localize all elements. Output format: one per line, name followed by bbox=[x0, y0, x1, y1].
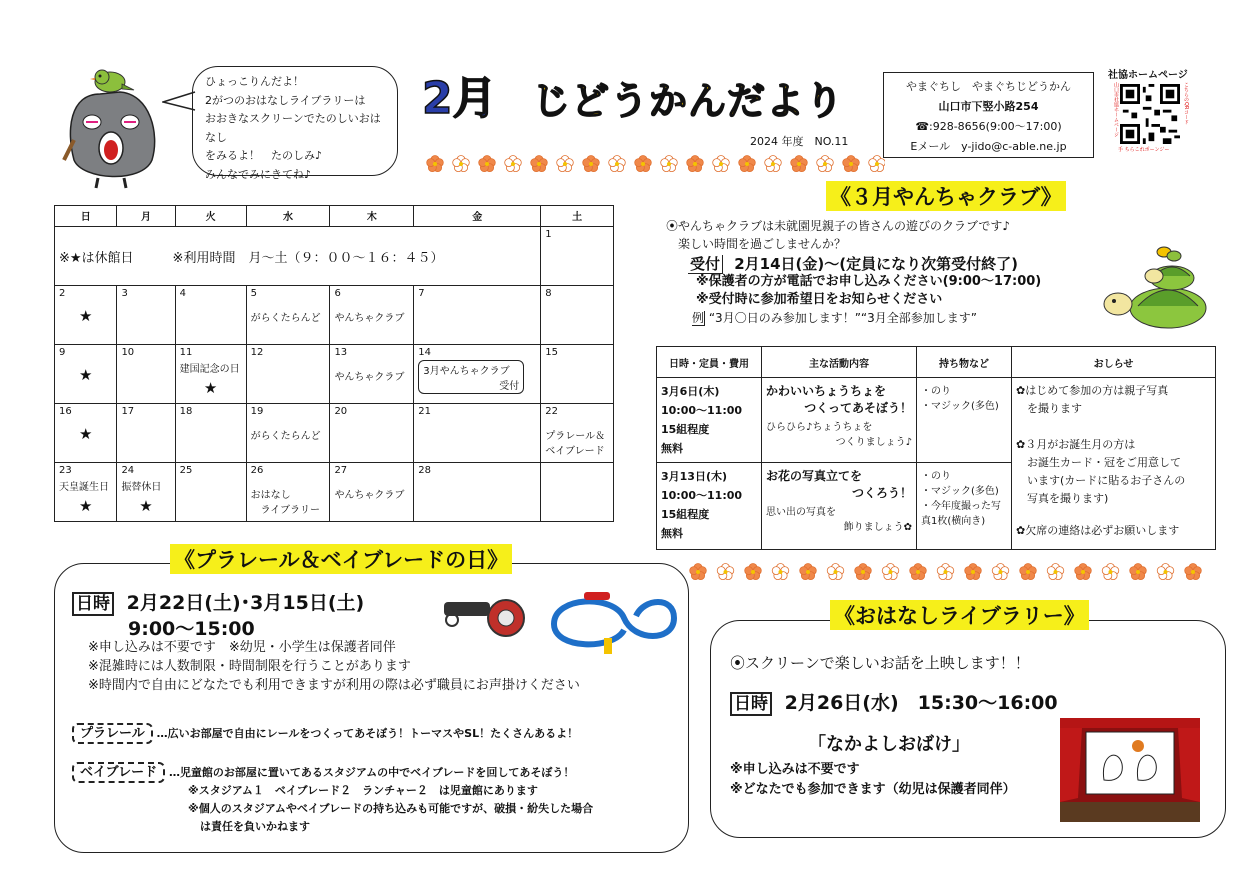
day-header: 金 bbox=[414, 206, 541, 227]
date-number: 25 bbox=[179, 465, 193, 476]
closed-star-icon: ★ bbox=[203, 379, 218, 397]
calendar-cell bbox=[414, 345, 541, 404]
column-header: 日時・定員・費用 bbox=[657, 347, 762, 378]
calendar-cell bbox=[246, 463, 330, 522]
calendar-cell bbox=[55, 286, 117, 345]
calendar-cell bbox=[117, 463, 175, 522]
yancha-note: ※受付時に参加希望日をお知らせください bbox=[696, 292, 943, 307]
yancha-intro-line: ⦿やんちゃクラブは未就園児親子の皆さんの遊びのクラブです♪ bbox=[666, 219, 1011, 233]
flower-icon bbox=[609, 156, 626, 172]
homepage-label: 社協ホームページ bbox=[1108, 70, 1188, 81]
activity-title: お花の写真立てを bbox=[766, 469, 863, 483]
date-number: 28 bbox=[418, 465, 431, 476]
library-notes bbox=[730, 760, 1016, 800]
session-date: 3月6日(木) bbox=[661, 385, 720, 398]
activity-title: かわいいちょうちょを bbox=[766, 384, 887, 398]
item: ・マジック(多色) bbox=[921, 486, 999, 497]
flower-icon bbox=[453, 156, 470, 172]
yancha-schedule-table bbox=[656, 346, 1216, 550]
bubble-line: 2がつのおはなしライブラリーは bbox=[205, 93, 366, 107]
calendar-notice bbox=[55, 227, 541, 286]
date-number: 4 bbox=[179, 288, 186, 299]
date-number: 18 bbox=[179, 406, 193, 417]
info-address: 山口市下竪小路254 bbox=[938, 100, 1039, 113]
flower-icon bbox=[690, 564, 707, 580]
event-label: 天皇誕生日 bbox=[59, 482, 109, 493]
calendar-cell bbox=[246, 345, 330, 404]
date-number: 9 bbox=[59, 347, 66, 358]
flower-icon bbox=[661, 156, 678, 172]
bubble-line: をみるよ！ たのしみ♪ bbox=[205, 149, 323, 162]
flower-icon bbox=[1075, 564, 1092, 580]
closed-star-icon: ★ bbox=[78, 366, 93, 384]
beyblade-note: ※スタジアム１ ベイブレード２ ランチャー２ は児童館にあります bbox=[188, 784, 538, 797]
day-header: 土 bbox=[541, 206, 614, 227]
speech-bubble bbox=[192, 66, 398, 181]
calendar-week-row bbox=[55, 345, 614, 404]
callout-line: 受付 bbox=[499, 381, 520, 392]
calendar-cell bbox=[246, 404, 330, 463]
beyblade-text: …児童館のお部屋に置いてあるスタジアムの中でベイブレードを回してあそぼう！ bbox=[168, 766, 575, 779]
flower-icon bbox=[855, 564, 872, 580]
info-phone: ☎:928-8656(9:00～17:00) bbox=[915, 120, 1062, 133]
session-capacity: 15組程度 bbox=[661, 508, 710, 521]
calendar-week-row bbox=[55, 227, 614, 286]
item: 真1枚(横向き) bbox=[921, 516, 986, 527]
session-capacity: 15組程度 bbox=[661, 423, 710, 436]
day-header: 日 bbox=[55, 206, 117, 227]
calendar-cell bbox=[541, 286, 614, 345]
calendar-cell bbox=[117, 286, 175, 345]
date-number: 2 bbox=[59, 288, 66, 299]
notices-cell bbox=[1012, 378, 1216, 550]
theater-illustration bbox=[1060, 718, 1200, 822]
closed-star-icon: ★ bbox=[139, 497, 153, 515]
flower-icon bbox=[713, 156, 730, 172]
day-header: 火 bbox=[175, 206, 246, 227]
date-number: 21 bbox=[418, 406, 431, 417]
example-label: 例 bbox=[692, 311, 705, 325]
date-label: 日時 bbox=[730, 692, 772, 716]
beyblade-description bbox=[72, 764, 593, 836]
flower-icon bbox=[427, 156, 444, 172]
reception-label: 受付 bbox=[688, 255, 723, 274]
calendar-cell bbox=[330, 404, 414, 463]
event-label: プラレール＆ bbox=[545, 431, 606, 442]
plarail-heading: 《プラレール＆ベイブレードの日》 bbox=[170, 544, 512, 574]
notice-text: ※★は休館日 ※利用時間 月～土（９：００～１６：４５） bbox=[59, 250, 444, 266]
date-number: 16 bbox=[59, 406, 72, 417]
library-note: ※申し込みは不要です bbox=[730, 762, 860, 777]
plarail-time: 9:00～15:00 bbox=[128, 618, 255, 640]
activity-sub: つくりましょう♪ bbox=[835, 437, 912, 448]
calendar-cell bbox=[330, 463, 414, 522]
calendar-cell bbox=[414, 463, 541, 522]
calendar-week-row bbox=[55, 286, 614, 345]
yancha-intro bbox=[666, 217, 1041, 327]
column-header: 持ち物など bbox=[917, 347, 1012, 378]
flower-row-top bbox=[425, 154, 885, 174]
notice-line: います(カードに貼るお子さんの bbox=[1016, 474, 1186, 487]
calendar-week-row bbox=[55, 463, 614, 522]
reception-text: 2月14日(金)～(定員になり次第受付終了) bbox=[734, 255, 1018, 273]
activity-sub: 飾りましょう✿ bbox=[843, 522, 912, 533]
flower-icon bbox=[772, 564, 789, 580]
session-fee: 無料 bbox=[661, 442, 683, 455]
date-number: 27 bbox=[334, 465, 348, 476]
info-line: やまぐちし やまぐちじどうかん bbox=[906, 80, 1071, 93]
flower-icon bbox=[1102, 564, 1119, 580]
day-header: 木 bbox=[330, 206, 414, 227]
yancha-heading: 《３月やんちゃクラブ》 bbox=[826, 181, 1066, 211]
bubble-line: みんなでみにきてね♪ bbox=[205, 167, 312, 181]
calendar-cell bbox=[541, 345, 614, 404]
flower-icon bbox=[583, 156, 600, 172]
flower-icon bbox=[745, 564, 762, 580]
calendar-cell bbox=[330, 345, 414, 404]
calendar-cell bbox=[330, 286, 414, 345]
hp-side-left: 山口市社協ホームページ bbox=[1113, 82, 1119, 137]
session-time: 10:00～11:00 bbox=[661, 404, 743, 417]
date-number: 8 bbox=[545, 288, 552, 299]
callout-line: 3月やんちゃクラブ bbox=[423, 366, 510, 377]
reception-callout bbox=[418, 360, 524, 394]
flower-row-middle bbox=[688, 562, 1218, 582]
flower-icon bbox=[791, 156, 808, 172]
calendar-cell bbox=[246, 286, 330, 345]
flower-icon bbox=[739, 156, 756, 172]
yancha-intro-line: 楽しい時間を過ごしませんか？ bbox=[678, 237, 847, 251]
calendar-cell bbox=[175, 345, 246, 404]
calendar-cell bbox=[414, 286, 541, 345]
session-time: 10:00～11:00 bbox=[661, 489, 743, 502]
activity-title: つくろう！ bbox=[851, 486, 912, 500]
bubble-tail bbox=[162, 90, 196, 112]
date-number: 1 bbox=[545, 229, 552, 240]
date-number: 23 bbox=[59, 465, 72, 476]
calendar-cell bbox=[414, 404, 541, 463]
event-label: がらくたらんど bbox=[250, 313, 321, 324]
calendar-week-row bbox=[55, 404, 614, 463]
session-date: 3月13日(木) bbox=[661, 470, 728, 483]
date-number: 15 bbox=[545, 347, 559, 358]
table-header-row bbox=[657, 347, 1216, 378]
closed-star-icon: ★ bbox=[78, 497, 93, 515]
calendar-cell bbox=[55, 345, 117, 404]
notice-line: ✿欠席の連絡は必ずお願いします bbox=[1016, 524, 1180, 537]
date-number: 14 bbox=[418, 347, 431, 358]
item: ・のり bbox=[921, 471, 951, 482]
date-number: 24 bbox=[121, 465, 135, 476]
library-story-title: 「なかよしおばけ」 bbox=[808, 734, 970, 755]
flower-icon bbox=[635, 156, 652, 172]
library-heading: 《おはなしライブラリー》 bbox=[830, 600, 1089, 630]
flower-icon bbox=[827, 564, 844, 580]
flower-icon bbox=[965, 564, 982, 580]
flower-icon bbox=[479, 156, 496, 172]
column-header: おしらせ bbox=[1012, 347, 1216, 378]
closed-star-icon: ★ bbox=[78, 307, 93, 325]
library-note: ※どなたでも参加できます（幼児は保護者同伴） bbox=[730, 782, 1016, 797]
calendar-header-row bbox=[55, 206, 614, 227]
bubble-line: おおきなスクリーンでたのしいおはなし bbox=[205, 112, 381, 144]
activity-cell bbox=[762, 463, 917, 550]
activity-cell bbox=[762, 378, 917, 463]
example-text: “3月〇日のみ参加します！”“3月全部参加します” bbox=[708, 311, 977, 325]
date-number: 20 bbox=[334, 406, 348, 417]
date-number: 6 bbox=[334, 288, 341, 299]
date-number: 10 bbox=[121, 347, 135, 358]
event-label: がらくたらんど bbox=[250, 431, 321, 442]
activity-sub: 思い出の写真を bbox=[766, 507, 836, 518]
flower-icon bbox=[557, 156, 574, 172]
plarail-note: ※混雑時には人数制限・時間制限を行うことがあります bbox=[88, 659, 411, 674]
event-label: ライブラリー bbox=[250, 505, 321, 516]
calendar-cell bbox=[175, 286, 246, 345]
notice-line: 写真を撮ります) bbox=[1016, 492, 1109, 505]
calendar-cell bbox=[117, 345, 175, 404]
title-month: 2月 bbox=[422, 73, 497, 124]
calendar-cell bbox=[541, 404, 614, 463]
turtle-illustration bbox=[1098, 244, 1218, 336]
flower-icon bbox=[992, 564, 1009, 580]
calendar-cell bbox=[55, 404, 117, 463]
event-label: やんちゃクラブ bbox=[334, 372, 405, 383]
plarail-dates: 2月22日(土)･3月15日(土) bbox=[126, 592, 365, 614]
event-label: やんちゃクラブ bbox=[334, 313, 405, 324]
plarail-description bbox=[72, 722, 578, 741]
flower-icon bbox=[800, 564, 817, 580]
beyblade-tag: ベイブレード bbox=[72, 762, 165, 783]
notice-line: お誕生カード・冠をご用意して bbox=[1016, 456, 1181, 469]
event-label: 振替休日 bbox=[121, 482, 162, 493]
calendar-cell bbox=[175, 463, 246, 522]
info-email: Eメール y-jido@c-able.ne.jp bbox=[910, 140, 1067, 153]
hp-bottom-text: 手 ちらこれポーンジー bbox=[1118, 147, 1170, 153]
flower-icon bbox=[531, 156, 548, 172]
date-number: 13 bbox=[334, 347, 348, 358]
contact-info-box bbox=[883, 72, 1094, 158]
date-number: 12 bbox=[250, 347, 264, 358]
calendar-table bbox=[54, 205, 614, 522]
train-track-illustration bbox=[544, 588, 684, 660]
flower-icon bbox=[1020, 564, 1037, 580]
closed-star-icon: ★ bbox=[78, 425, 93, 443]
plarail-notes bbox=[88, 638, 580, 695]
mascot-illustration bbox=[62, 60, 172, 190]
notice-line: ✿はじめて参加の方は親子写真 bbox=[1016, 384, 1169, 397]
flower-icon bbox=[1047, 564, 1064, 580]
library-date: 2月26日(水) 15:30～16:00 bbox=[784, 692, 1058, 714]
date-number: 3 bbox=[121, 288, 128, 299]
event-label: ベイブレード bbox=[545, 446, 605, 457]
calendar-cell bbox=[117, 404, 175, 463]
flower-icon bbox=[910, 564, 927, 580]
flower-icon bbox=[1185, 564, 1202, 580]
date-number: 19 bbox=[250, 406, 264, 417]
items-cell bbox=[917, 378, 1012, 463]
item: ・のり bbox=[921, 386, 951, 397]
flower-icon bbox=[869, 156, 885, 172]
plarail-date-block bbox=[72, 588, 364, 615]
beyblade-note: は責任を負いかねます bbox=[200, 820, 310, 833]
flower-icon bbox=[1157, 564, 1174, 580]
calendar-cell bbox=[55, 463, 117, 522]
event-label: やんちゃクラブ bbox=[334, 490, 405, 501]
library-date-block bbox=[730, 688, 1058, 715]
date-cell bbox=[657, 463, 762, 550]
activity-sub: ひらひら♪ちょうちょを bbox=[766, 422, 873, 433]
plarail-note: ※時間内で自由にどなたでも利用できますが利用の際は必ず職員にお声掛けください bbox=[88, 678, 580, 693]
bubble-line: ひょっこりんだよ！ bbox=[205, 75, 304, 88]
flower-icon bbox=[717, 564, 734, 580]
flower-icon bbox=[937, 564, 954, 580]
plarail-tag: プラレール bbox=[72, 723, 153, 744]
activity-title: つくってあそぼう！ bbox=[804, 401, 912, 415]
flower-icon bbox=[1130, 564, 1147, 580]
calendar-cell bbox=[175, 404, 246, 463]
date-number: 22 bbox=[545, 406, 559, 417]
item: ・今年度撮った写 bbox=[921, 501, 1001, 512]
beyblade-illustration bbox=[440, 590, 530, 640]
date-number: 11 bbox=[179, 347, 193, 358]
qr-code-icon[interactable] bbox=[1120, 84, 1180, 144]
yancha-note: ※保護者の方が電話でお申し込みください(9:00～17:00) bbox=[696, 274, 1042, 289]
flower-icon bbox=[505, 156, 522, 172]
notice-line: を撮ります bbox=[1016, 402, 1082, 415]
library-intro: ⦿スクリーンで楽しいお話を上映します！！ bbox=[730, 654, 1030, 672]
column-header: 主な活動内容 bbox=[762, 347, 917, 378]
flower-icon bbox=[843, 156, 860, 172]
date-number: 26 bbox=[250, 465, 264, 476]
plarail-note: ※申し込みは不要です ※幼児・小学生は保護者同伴 bbox=[88, 640, 396, 655]
session-fee: 無料 bbox=[661, 527, 683, 540]
hp-side-right: こちらのQRコード bbox=[1183, 82, 1189, 125]
day-header: 水 bbox=[246, 206, 330, 227]
beyblade-note: ※個人のスタジアムやベイブレードの持ち込みも可能ですが、破損・紛失した場合 bbox=[188, 802, 594, 815]
page-title: じどうかんだより bbox=[532, 79, 845, 123]
item: ・マジック(多色) bbox=[921, 401, 999, 412]
plarail-text: …広いお部屋で自由にレールをつくってあそぼう！トーマスやSL！たくさんあるよ！ bbox=[156, 727, 579, 740]
calendar-cell bbox=[541, 227, 614, 286]
date-cell bbox=[657, 378, 762, 463]
date-number: 5 bbox=[250, 288, 257, 299]
flower-icon bbox=[765, 156, 782, 172]
calendar-cell bbox=[541, 463, 614, 522]
flower-icon bbox=[817, 156, 834, 172]
table-row bbox=[657, 378, 1216, 463]
issue-number: 2024 年度 NO.11 bbox=[750, 135, 849, 148]
date-number: 17 bbox=[121, 406, 135, 417]
notice-line: ✿３月がお誕生月の方は bbox=[1016, 438, 1136, 451]
event-label: おはなし bbox=[250, 490, 291, 501]
date-number: 7 bbox=[418, 288, 425, 299]
day-header: 月 bbox=[117, 206, 175, 227]
flower-icon bbox=[882, 564, 899, 580]
items-cell bbox=[917, 463, 1012, 550]
flower-icon bbox=[687, 156, 704, 172]
date-label: 日時 bbox=[72, 592, 114, 616]
event-label: 建国記念の日 bbox=[179, 364, 240, 375]
